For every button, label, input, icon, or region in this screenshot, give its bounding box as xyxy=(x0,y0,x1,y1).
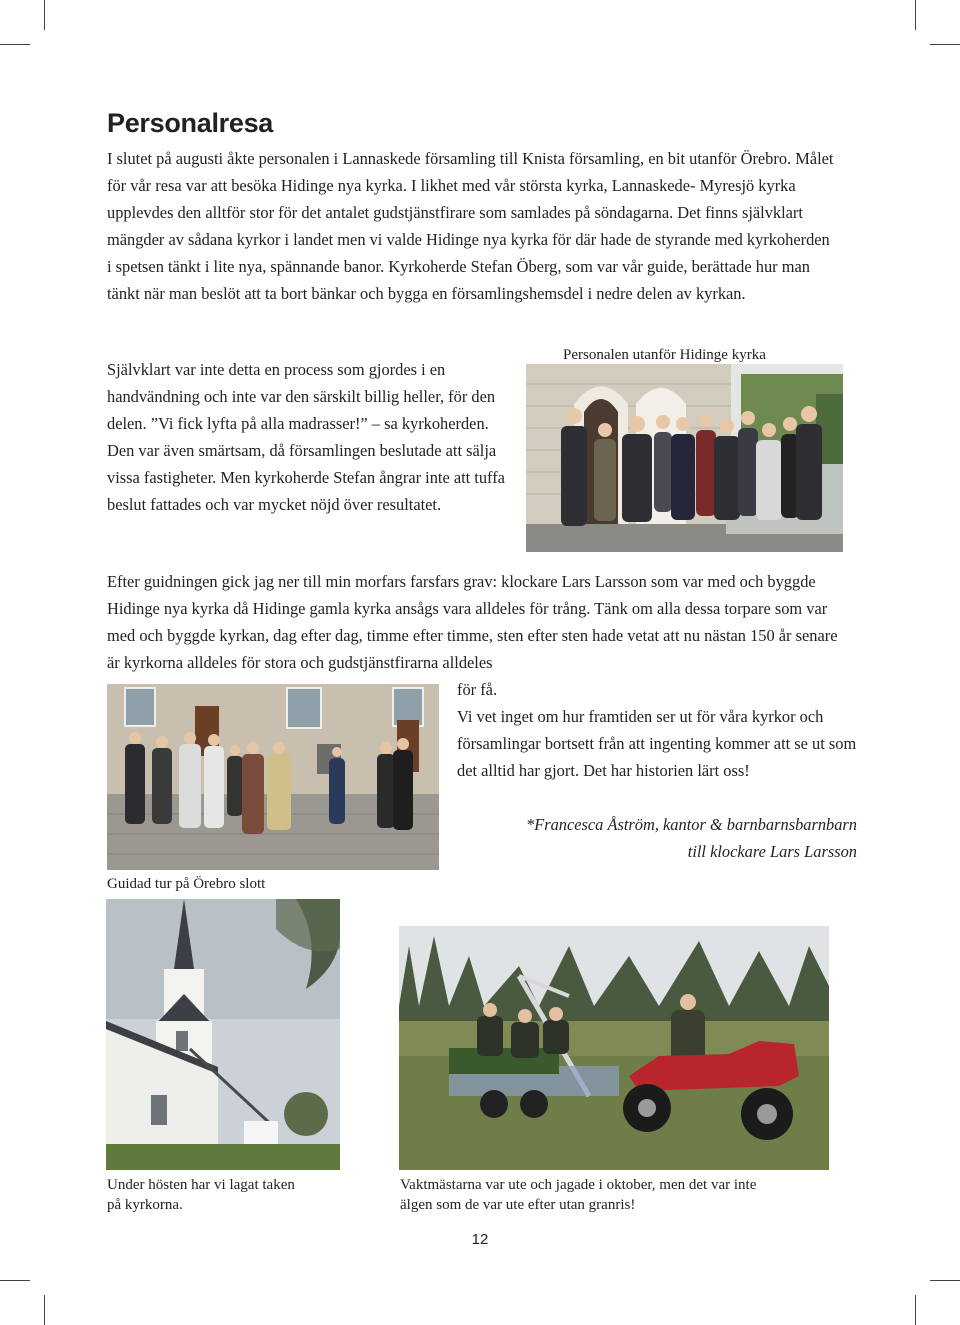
caretakers-caption-line-1: Vaktmästarna var ute och jagade i oktober, men det var inte xyxy=(400,1177,757,1193)
group-photo xyxy=(526,364,843,552)
caretakers-atv-photo xyxy=(399,926,829,1170)
group-photo-caption: Personalen utanför Hidinge kyrka xyxy=(563,347,766,363)
caretakers-caption xyxy=(400,1175,756,1215)
intro-paragraph: I slutet på augusti åkte personalen i Lannaskede församling till Knista församling, en bit utanför Örebro. Målet för vår resa var att besöka Hidinge nya kyrka. I likhet med vår största kyrka, Lannaskede- Myresjö kyrka upplevdes den alltför stor för det antalet gudstjänstfirare som samlades på söndagarna. Det finns självklart mängder av sådana kyrkor i landet men vi valde Hidinge nya kyrka för där hade de styrande med kyrkoherden i spetsen tänkt i lite nya, spännande banor. Kyrkoherde Stefan Öberg, som var vår guide, berättade hur man tänkt när man beslöt att ta bort bänkar och bygga en församlingshemsdel i nedre delen av kyrkan. xyxy=(107,149,834,303)
crop-mark xyxy=(44,1295,45,1325)
castle-tour-caption: Guidad tur på Örebro slott xyxy=(107,876,266,892)
signature xyxy=(457,811,857,865)
castle-tour-photo xyxy=(107,684,439,870)
caretakers-caption-line-2: älgen som de var ute efter utan granris! xyxy=(400,1197,636,1213)
grave-paragraph: Efter guidningen gick jag ner till min morfars farsfars grav: klockare Lars Larsson som var med och byggde Hidinge nya kyrka då Hidinge gamla kyrka ansågs vara alldeles för trång. Tänk om alla dessa torpare som var med och byggde kyrkan, dag efter dag, timme efter timme, sten efter sten hade vetat att nu nästan 150 år senare är kyrkorna alldeles för stora och gudstjänstfirarna alldeles xyxy=(107,572,838,672)
page-number: 12 xyxy=(471,1231,489,1248)
grave-paragraph-end: för få. xyxy=(457,680,498,699)
crop-mark xyxy=(930,1280,960,1281)
church-roof-caption-line-2: på kyrkorna. xyxy=(107,1197,183,1213)
crop-mark xyxy=(44,0,45,30)
church-roof-photo xyxy=(106,899,340,1170)
signature-line-2: till klockare Lars Larsson xyxy=(687,842,857,861)
signature-line-1: *Francesca Åström, kantor & barnbarnsbarnbarn xyxy=(526,815,857,834)
church-roof-caption xyxy=(107,1175,295,1215)
crop-mark xyxy=(0,1280,30,1281)
crop-mark xyxy=(0,44,30,45)
crop-mark xyxy=(915,0,916,30)
process-paragraph: Självklart var inte detta en process som gjordes i en handvändning och inte var den särskilt billig heller, för den delen. ”Vi fick lyfta på alla madrasser!” – sa kyrkoherden. Den var även smärtsam, då församlingen beslutade att sälja vissa fastigheter. Men kyrkoherde Stefan ångrar inte att tuffa beslut fattades och var mycket nöjd över resultatet. xyxy=(107,360,505,514)
crop-mark xyxy=(930,44,960,45)
article-title: Personalresa xyxy=(107,108,274,138)
crop-mark xyxy=(915,1295,916,1325)
future-text: Vi vet inget om hur framtiden ser ut för våra kyrkor och församlingar bortsett från att ingenting kommer att se ut som det alltid har gjort. Det har historien lärt oss! xyxy=(457,707,857,780)
church-roof-caption-line-1: Under hösten har vi lagat taken xyxy=(107,1177,295,1193)
future-paragraph xyxy=(457,676,867,784)
